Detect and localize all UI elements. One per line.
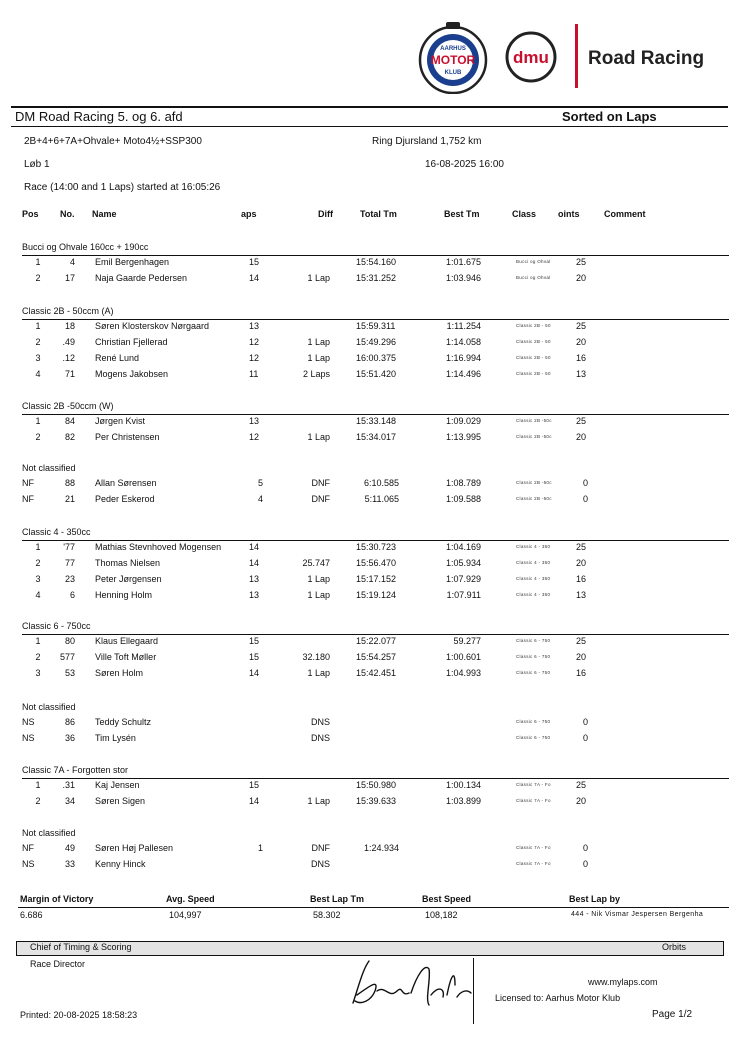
result-diff: DNF bbox=[311, 843, 330, 853]
result-diff: DNF bbox=[311, 478, 330, 488]
result-name: Per Christensen bbox=[95, 432, 160, 442]
result-best: 1:14.496 bbox=[445, 369, 481, 379]
col-best: Best Tm bbox=[444, 209, 480, 219]
result-laps: 13 bbox=[249, 590, 260, 600]
result-total: 16:00.375 bbox=[356, 353, 397, 363]
result-diff: 2 Laps bbox=[302, 369, 330, 379]
result-points: 0 bbox=[582, 478, 588, 488]
result-total: 15:34.017 bbox=[356, 432, 397, 442]
result-points: 0 bbox=[582, 717, 588, 727]
result-no: .31 bbox=[62, 780, 75, 790]
result-no: .49 bbox=[62, 337, 75, 347]
race-datetime: 16-08-2025 16:00 bbox=[425, 159, 504, 170]
result-total: 15:33.148 bbox=[356, 416, 397, 426]
result-name: Kenny Hinck bbox=[95, 859, 146, 869]
result-no: 53 bbox=[64, 668, 75, 678]
result-total: 1:24.934 bbox=[363, 843, 399, 853]
sorted-label: Sorted on Laps bbox=[562, 109, 657, 124]
result-diff: 1 Lap bbox=[307, 574, 330, 584]
col-diff: Diff bbox=[318, 209, 333, 219]
licensed-to: Licensed to: Aarhus Motor Klub bbox=[495, 993, 621, 1003]
result-class: Classic 4 - 350 bbox=[516, 592, 551, 597]
result-total: 15:39.633 bbox=[356, 796, 397, 806]
result-laps: 12 bbox=[249, 337, 260, 347]
result-class: Classic 6 - 750 bbox=[516, 654, 551, 659]
signature bbox=[345, 955, 475, 1015]
group-title: Classic 2B -50ccm (W) bbox=[22, 401, 114, 411]
result-pos: 1 bbox=[35, 542, 41, 552]
result-class: Classic 2B -50c bbox=[516, 418, 552, 423]
best-lap-by-heading: Best Lap by bbox=[569, 894, 621, 904]
result-best: 1:16.994 bbox=[445, 353, 481, 363]
result-no: .12 bbox=[62, 353, 75, 363]
result-name: Klaus Ellegaard bbox=[95, 636, 159, 646]
group-rule bbox=[22, 255, 729, 256]
result-no: 18 bbox=[64, 321, 75, 331]
result-no: 23 bbox=[64, 574, 75, 584]
best-lap-value: 58.302 bbox=[313, 910, 341, 920]
result-best: 1:08.789 bbox=[445, 478, 481, 488]
result-laps: 14 bbox=[249, 273, 260, 283]
result-points: 25 bbox=[576, 636, 587, 646]
result-best: 1:05.934 bbox=[445, 558, 481, 568]
result-total: 15:49.296 bbox=[356, 337, 397, 347]
result-total: 15:22.077 bbox=[356, 636, 397, 646]
result-diff: 1 Lap bbox=[307, 432, 330, 442]
col-pos: Pos bbox=[22, 209, 39, 219]
result-name: Kaj Jensen bbox=[95, 780, 140, 790]
result-name: Søren Holm bbox=[95, 668, 144, 678]
group-title: Not classified bbox=[22, 702, 76, 712]
result-best: 1:04.169 bbox=[445, 542, 481, 552]
svg-text:Road Racing: Road Racing bbox=[588, 48, 705, 69]
result-points: 13 bbox=[576, 369, 587, 379]
chief-of-timing: Chief of Timing & Scoring bbox=[30, 942, 132, 952]
result-pos: 2 bbox=[35, 796, 41, 806]
result-name: Emil Bergenhagen bbox=[95, 257, 170, 267]
result-diff: 25.747 bbox=[302, 558, 330, 568]
result-best: 1:13.995 bbox=[445, 432, 481, 442]
result-class: Classic 4 - 350 bbox=[516, 544, 551, 549]
result-points: 25 bbox=[576, 780, 587, 790]
result-diff: 1 Lap bbox=[307, 796, 330, 806]
col-no: No. bbox=[60, 209, 75, 219]
result-diff: DNS bbox=[310, 859, 330, 869]
result-name: Ville Toft Møller bbox=[95, 652, 157, 662]
group-title: Classic 6 - 750cc bbox=[22, 621, 91, 631]
result-diff: 1 Lap bbox=[307, 337, 330, 347]
result-name: Mogens Jakobsen bbox=[95, 369, 169, 379]
result-points: 25 bbox=[576, 257, 587, 267]
result-total: 15:19.124 bbox=[356, 590, 397, 600]
result-class: Classic 2B - 50 bbox=[516, 339, 551, 344]
result-class: Classic 6 - 750 bbox=[516, 670, 551, 675]
group-title: Classic 4 - 350cc bbox=[22, 527, 91, 537]
group-rule bbox=[22, 778, 729, 779]
result-no: 577 bbox=[59, 652, 75, 662]
race-director: Race Director bbox=[30, 959, 86, 969]
result-class: Classic 4 - 350 bbox=[516, 560, 551, 565]
result-laps: 1 bbox=[257, 843, 263, 853]
margin-value: 6.686 bbox=[20, 910, 43, 920]
result-class: Classic 7A - Fo bbox=[516, 861, 551, 866]
result-best: 1:01.675 bbox=[445, 257, 481, 267]
result-pos: 1 bbox=[35, 257, 41, 267]
result-name: René Lund bbox=[95, 353, 140, 363]
result-class: Classic 6 - 750 bbox=[516, 719, 551, 724]
result-best: 1:14.058 bbox=[445, 337, 481, 347]
result-best: 1:09.029 bbox=[445, 416, 481, 426]
result-points: 20 bbox=[576, 558, 587, 568]
header-rule-bottom bbox=[11, 126, 728, 127]
result-pos: 2 bbox=[35, 337, 41, 347]
result-laps: 5 bbox=[257, 478, 263, 488]
result-diff: 1 Lap bbox=[307, 590, 330, 600]
result-class: Classic 7A - Fo bbox=[516, 782, 551, 787]
result-pos: 1 bbox=[35, 416, 41, 426]
col-name: Name bbox=[92, 209, 117, 219]
col-total: Total Tm bbox=[360, 209, 397, 219]
result-name: Søren Sigen bbox=[95, 796, 146, 806]
result-diff: 1 Lap bbox=[307, 273, 330, 283]
result-no: 4 bbox=[69, 257, 75, 267]
result-pos: NF bbox=[22, 494, 34, 504]
result-points: 20 bbox=[576, 273, 587, 283]
result-diff: 1 Lap bbox=[307, 668, 330, 678]
group-rule bbox=[22, 319, 729, 320]
result-best: 1:07.911 bbox=[446, 590, 481, 600]
avg-speed-value: 104,997 bbox=[169, 910, 202, 920]
result-pos: 2 bbox=[35, 558, 41, 568]
result-total: 15:17.152 bbox=[356, 574, 397, 584]
result-no: 86 bbox=[64, 717, 75, 727]
result-class: Classic 2B -50c bbox=[516, 434, 552, 439]
group-title: Not classified bbox=[22, 463, 76, 473]
result-no: 34 bbox=[64, 796, 75, 806]
result-pos: NF bbox=[22, 843, 34, 853]
result-pos: 2 bbox=[35, 652, 41, 662]
run-label: Løb 1 bbox=[24, 159, 50, 170]
dmu-road-racing-logo bbox=[505, 22, 725, 92]
result-best: 1:03.899 bbox=[445, 796, 481, 806]
result-points: 20 bbox=[576, 337, 587, 347]
page-number: Page 1/2 bbox=[652, 1009, 693, 1020]
track-name: Ring Djursland 1,752 km bbox=[372, 136, 482, 147]
result-best: 1:09.588 bbox=[445, 494, 481, 504]
result-pos: 3 bbox=[35, 668, 41, 678]
result-no: 77 bbox=[64, 558, 75, 568]
result-class: Classic 6 - 750 bbox=[516, 638, 551, 643]
col-laps: aps bbox=[241, 209, 257, 219]
result-laps: 14 bbox=[249, 668, 260, 678]
result-class: Bucci og Ohval bbox=[516, 259, 551, 264]
result-diff: 1 Lap bbox=[307, 353, 330, 363]
group-title: Classic 2B - 50ccm (A) bbox=[22, 306, 114, 316]
result-points: 20 bbox=[576, 652, 587, 662]
result-class: Classic 2B -50c bbox=[516, 496, 552, 501]
result-laps: 13 bbox=[249, 574, 260, 584]
result-no: 82 bbox=[64, 432, 75, 442]
group-title: Not classified bbox=[22, 828, 76, 838]
result-no: 84 bbox=[64, 416, 75, 426]
result-no: 88 bbox=[64, 478, 75, 488]
result-no: '77 bbox=[63, 542, 75, 552]
col-comment: Comment bbox=[604, 209, 646, 219]
result-total: 5:11.065 bbox=[364, 494, 399, 504]
result-name: Naja Gaarde Pedersen bbox=[95, 273, 188, 283]
svg-text:KLUB: KLUB bbox=[444, 70, 462, 76]
result-name: Henning Holm bbox=[95, 590, 153, 600]
result-laps: 15 bbox=[249, 257, 260, 267]
result-total: 15:31.252 bbox=[356, 273, 397, 283]
group-title: Classic 7A - Forgotten stor bbox=[22, 765, 129, 775]
result-total: 15:42.451 bbox=[356, 668, 397, 678]
result-points: 0 bbox=[582, 859, 588, 869]
result-best: 1:03.946 bbox=[445, 273, 481, 283]
svg-text:MOTOR: MOTOR bbox=[430, 53, 476, 67]
result-laps: 13 bbox=[249, 416, 260, 426]
result-total: 6:10.585 bbox=[363, 478, 399, 488]
result-laps: 15 bbox=[249, 780, 260, 790]
result-class: Classic 2B - 50 bbox=[516, 371, 551, 376]
result-name: Teddy Schultz bbox=[95, 717, 152, 727]
best-speed-value: 108,182 bbox=[425, 910, 458, 920]
result-laps: 12 bbox=[249, 432, 260, 442]
result-best: 59.277 bbox=[453, 636, 481, 646]
orbits-label: Orbits bbox=[662, 942, 687, 952]
result-pos: 2 bbox=[35, 432, 41, 442]
race-classes: 2B+4+6+7A+Ohvale+ Moto4½+SSP300 bbox=[24, 136, 202, 147]
best-lap-heading: Best Lap Tm bbox=[310, 894, 365, 904]
result-points: 25 bbox=[576, 542, 587, 552]
result-no: 36 bbox=[64, 733, 75, 743]
result-pos: 1 bbox=[35, 780, 41, 790]
result-pos: 3 bbox=[35, 353, 41, 363]
result-points: 16 bbox=[576, 668, 587, 678]
result-pos: 1 bbox=[35, 636, 41, 646]
result-name: Thomas Nielsen bbox=[95, 558, 161, 568]
group-title: Bucci og Ohvale 160cc + 190cc bbox=[22, 242, 149, 252]
result-laps: 13 bbox=[249, 321, 260, 331]
result-diff: DNF bbox=[311, 494, 330, 504]
result-total: 15:50.980 bbox=[356, 780, 397, 790]
result-no: 6 bbox=[69, 590, 75, 600]
printed-timestamp: Printed: 20-08-2025 18:58:23 bbox=[20, 1010, 138, 1020]
result-pos: 4 bbox=[35, 369, 41, 379]
margin-heading: Margin of Victory bbox=[20, 894, 94, 904]
aarhus-motor-klub-logo bbox=[416, 20, 490, 94]
result-points: 20 bbox=[576, 432, 587, 442]
result-name: Peder Eskerod bbox=[95, 494, 155, 504]
result-pos: 2 bbox=[35, 273, 41, 283]
result-pos: 4 bbox=[35, 590, 41, 600]
result-points: 20 bbox=[576, 796, 587, 806]
result-class: Classic 2B -50c bbox=[516, 480, 552, 485]
result-no: 80 bbox=[64, 636, 75, 646]
result-no: 33 bbox=[64, 859, 75, 869]
result-pos: NS bbox=[22, 717, 35, 727]
result-name: Søren Høj Pallesen bbox=[95, 843, 174, 853]
result-name: Tim Lysén bbox=[95, 733, 136, 743]
result-best: 1:00.134 bbox=[445, 780, 481, 790]
result-laps: 4 bbox=[257, 494, 263, 504]
document-title: DM Road Racing 5. og 6. afd bbox=[15, 109, 183, 124]
website: www.mylaps.com bbox=[588, 977, 658, 987]
svg-text:AARHUS: AARHUS bbox=[440, 46, 466, 52]
best-lap-by-value: 444 - Nik Vismar Jespersen Bergenha bbox=[571, 911, 704, 918]
result-pos: 3 bbox=[35, 574, 41, 584]
summary-rule bbox=[18, 907, 729, 908]
result-no: 49 bbox=[64, 843, 75, 853]
result-pos: 1 bbox=[35, 321, 41, 331]
result-laps: 15 bbox=[249, 652, 260, 662]
result-name: Allan Sørensen bbox=[95, 478, 157, 488]
result-pos: NF bbox=[22, 478, 34, 488]
result-diff: DNS bbox=[310, 717, 330, 727]
result-points: 16 bbox=[576, 353, 587, 363]
result-points: 16 bbox=[576, 574, 587, 584]
result-points: 0 bbox=[582, 494, 588, 504]
result-laps: 14 bbox=[249, 542, 260, 552]
svg-text:dmu: dmu bbox=[513, 48, 549, 67]
result-pos: NS bbox=[22, 859, 35, 869]
result-laps: 14 bbox=[249, 796, 260, 806]
result-best: 1:04.993 bbox=[445, 668, 481, 678]
result-total: 15:54.160 bbox=[356, 257, 397, 267]
result-total: 15:59.311 bbox=[356, 321, 396, 331]
result-no: 17 bbox=[64, 273, 75, 283]
result-total: 15:54.257 bbox=[356, 652, 397, 662]
result-best: 1:07.929 bbox=[445, 574, 481, 584]
result-class: Classic 7A - Fo bbox=[516, 798, 551, 803]
header-rule-top bbox=[11, 106, 728, 108]
result-points: 0 bbox=[582, 843, 588, 853]
group-rule bbox=[22, 634, 729, 635]
result-total: 15:56.470 bbox=[356, 558, 397, 568]
result-laps: 11 bbox=[249, 369, 259, 379]
result-class: Bucci og Ohval bbox=[516, 275, 551, 280]
result-name: Peter Jørgensen bbox=[95, 574, 162, 584]
result-name: Jørgen Kvist bbox=[95, 416, 146, 426]
result-diff: DNS bbox=[310, 733, 330, 743]
result-points: 25 bbox=[576, 321, 587, 331]
result-name: Søren Klosterskov Nørgaard bbox=[95, 321, 210, 331]
result-points: 13 bbox=[576, 590, 587, 600]
result-no: 21 bbox=[64, 494, 75, 504]
result-laps: 15 bbox=[249, 636, 260, 646]
result-pos: NS bbox=[22, 733, 35, 743]
result-no: 71 bbox=[64, 369, 75, 379]
result-best: 1:11.254 bbox=[446, 321, 481, 331]
result-class: Classic 2B - 50 bbox=[516, 355, 551, 360]
result-total: 15:30.723 bbox=[356, 542, 397, 552]
result-laps: 14 bbox=[249, 558, 260, 568]
result-laps: 12 bbox=[249, 353, 260, 363]
result-diff: 32.180 bbox=[302, 652, 330, 662]
result-class: Classic 6 - 750 bbox=[516, 735, 551, 740]
col-points: oints bbox=[558, 209, 580, 219]
result-name: Christian Fjellerad bbox=[95, 337, 168, 347]
group-rule bbox=[22, 540, 729, 541]
result-total: 15:51.420 bbox=[356, 369, 397, 379]
avg-speed-heading: Avg. Speed bbox=[166, 894, 215, 904]
col-class: Class bbox=[512, 209, 537, 219]
result-class: Classic 2B - 50 bbox=[516, 323, 551, 328]
group-rule bbox=[22, 414, 729, 415]
best-speed-heading: Best Speed bbox=[422, 894, 472, 904]
result-name: Mathias Stevnhoved Mogensen bbox=[95, 542, 222, 552]
result-points: 0 bbox=[582, 733, 588, 743]
result-points: 25 bbox=[576, 416, 587, 426]
signature-divider bbox=[473, 958, 474, 1024]
result-class: Classic 4 - 350 bbox=[516, 576, 551, 581]
result-class: Classic 7A - Fo bbox=[516, 845, 551, 850]
race-info: Race (14:00 and 1 Laps) started at 16:05:26 bbox=[24, 182, 221, 193]
result-best: 1:00.601 bbox=[445, 652, 481, 662]
